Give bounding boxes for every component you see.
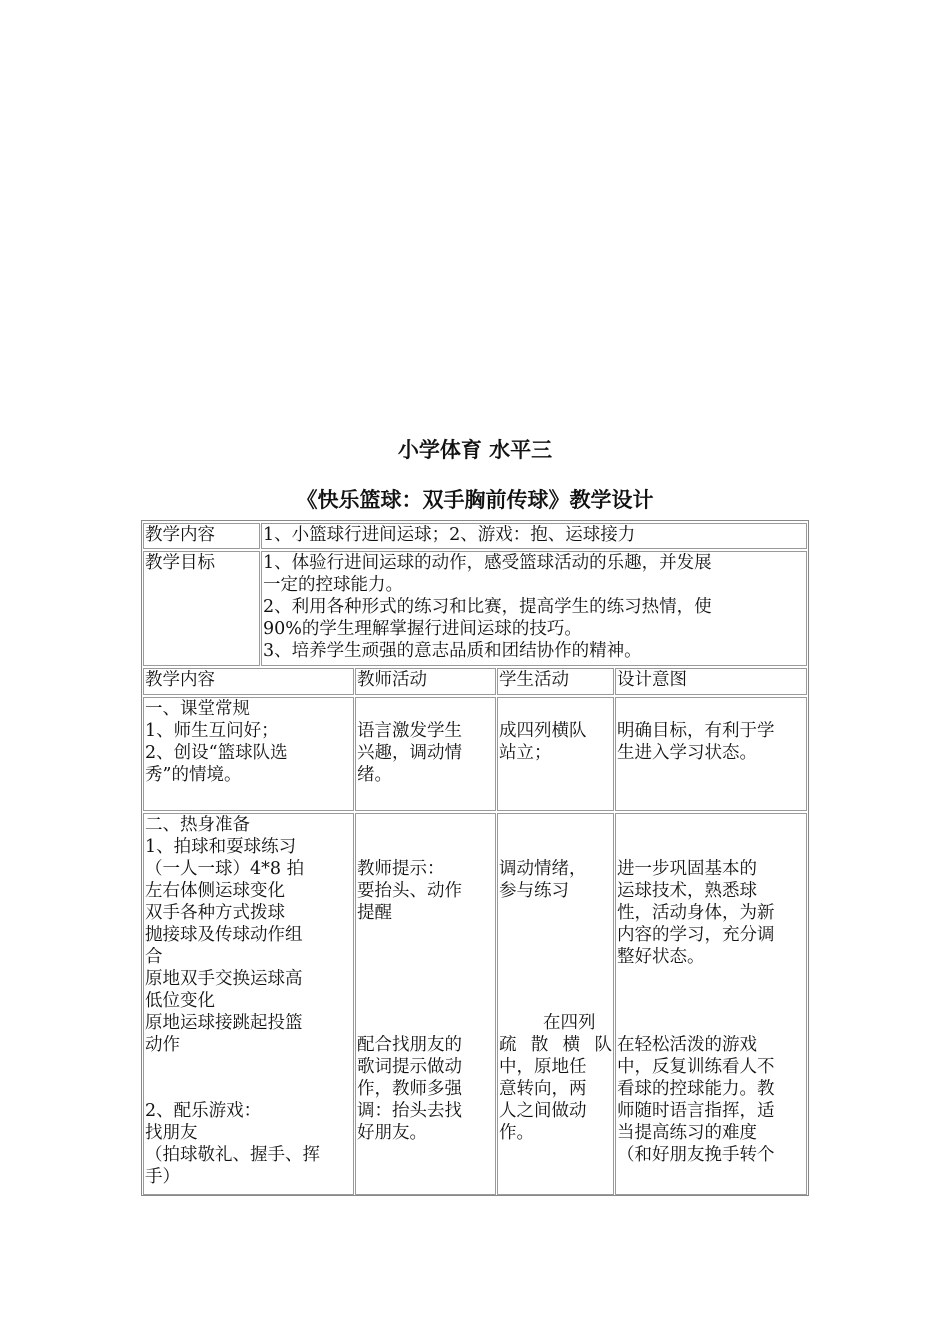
content-line: 原地双手交换运球高	[145, 969, 303, 989]
row2-label-cell	[143, 551, 260, 666]
intent-line: （和好朋友挽手转个	[617, 1145, 775, 1165]
student-line: 疏 散 横 队	[499, 1035, 612, 1055]
student-line: 站立；	[499, 743, 552, 763]
intent-line: 生进入学习状态。	[617, 743, 757, 763]
content-line: 合	[145, 947, 163, 967]
header-student-label: 学生活动	[499, 670, 569, 690]
student-line: 成四列横队	[499, 721, 587, 741]
header-intent	[615, 668, 807, 695]
content-line: 手）	[145, 1167, 180, 1187]
content-line: 秀”的情境。	[145, 765, 242, 785]
row1-value: 1、小篮球行进间运球；2、游戏：抱、运球接力	[263, 525, 636, 545]
teacher-line: 好朋友。	[357, 1123, 427, 1143]
content-line: 动作	[145, 1035, 180, 1055]
teacher-line: 配合找朋友的	[357, 1035, 462, 1055]
intent-line: 明确目标，有利于学	[617, 721, 775, 741]
content-line: 抛接球及传球动作组	[145, 925, 303, 945]
content-line: 双手各种方式拨球	[145, 903, 285, 923]
header-content	[143, 668, 354, 695]
student-line: 调动情绪，	[499, 859, 587, 879]
teacher-line: 语言激发学生	[357, 721, 462, 741]
intent-line: 看球的控球能力。教	[617, 1079, 775, 1099]
section2-student	[497, 813, 614, 1195]
intent-line: 整好状态。	[617, 947, 705, 967]
content-line: 2、创设“篮球队选	[145, 743, 288, 763]
teacher-line: 歌词提示做动	[357, 1057, 462, 1077]
header-content-label: 教学内容	[145, 670, 215, 690]
content-line: （一人一球）4*8 拍	[145, 859, 305, 879]
teacher-line: 绪。	[357, 765, 392, 785]
header-intent-label: 设计意图	[617, 670, 687, 690]
content-line: 1、师生互问好；	[145, 721, 279, 741]
teacher-line: 兴趣，调动情	[357, 743, 462, 763]
student-line: 参与练习	[499, 881, 569, 901]
goal-line: 一定的控球能力。	[263, 575, 403, 595]
teacher-line: 调：抬头去找	[357, 1101, 462, 1121]
content-line: 一、课堂常规	[145, 699, 250, 719]
student-line: 人之间做动	[499, 1101, 587, 1121]
row2-goals-cell	[261, 551, 807, 666]
teacher-line: 教师提示：	[357, 859, 445, 879]
row1-value-cell	[261, 523, 807, 549]
intent-line: 师随时语言指挥，适	[617, 1101, 775, 1121]
intent-line: 当提高练习的难度	[617, 1123, 757, 1143]
section2-teacher	[355, 813, 496, 1195]
header-teacher-label: 教师活动	[357, 670, 427, 690]
page-title: 小学体育 水平三	[397, 438, 553, 462]
intent-line: 性，活动身体，为新	[617, 903, 775, 923]
row1-label-cell	[143, 523, 260, 549]
header-teacher	[355, 668, 496, 695]
content-line: （拍球敬礼、握手、挥	[145, 1145, 320, 1165]
section2-content	[143, 813, 354, 1195]
intent-line: 内容的学习，充分调	[617, 925, 775, 945]
row1-label: 教学内容	[145, 525, 215, 545]
goal-line: 90%的学生理解掌握行进间运球的技巧。	[263, 619, 582, 639]
section1-intent	[615, 697, 807, 811]
intent-line: 运球技术，熟悉球	[617, 881, 757, 901]
student-line: 中，原地任	[499, 1057, 587, 1077]
goal-line: 1、体验行进间运球的动作，感受篮球活动的乐趣，并发展	[263, 553, 712, 573]
row2-label: 教学目标	[145, 553, 215, 573]
content-line: 1、拍球和耍球练习	[145, 837, 297, 857]
student-line: 在四列	[543, 1013, 596, 1033]
content-line: 找朋友	[145, 1123, 198, 1143]
content-line: 二、热身准备	[145, 815, 250, 835]
section1-teacher	[355, 697, 496, 811]
student-line: 作。	[499, 1123, 534, 1143]
teacher-line: 提醒	[357, 903, 392, 923]
intent-line: 进一步巩固基本的	[617, 859, 757, 879]
content-line: 左右体侧运球变化	[145, 881, 285, 901]
section1-student	[497, 697, 614, 811]
content-line: 低位变化	[145, 991, 215, 1011]
content-line: 2、配乐游戏：	[145, 1101, 262, 1121]
teacher-line: 要抬头、动作	[357, 881, 462, 901]
content-line: 原地运球接跳起投篮	[145, 1013, 303, 1033]
section1-content	[143, 697, 354, 811]
intent-line: 在轻松活泼的游戏	[617, 1035, 757, 1055]
goal-line: 2、利用各种形式的练习和比赛，提高学生的练习热情，使	[263, 597, 712, 617]
page-subtitle: 《快乐篮球：双手胸前传球》教学设计	[296, 488, 654, 512]
goal-line: 3、培养学生顽强的意志品质和团结协作的精神。	[263, 641, 642, 661]
teacher-line: 作，教师多强	[357, 1079, 462, 1099]
intent-line: 中，反复训练看人不	[617, 1057, 775, 1077]
section2-intent	[615, 813, 807, 1195]
header-student	[497, 668, 614, 695]
student-line: 意转向，两	[499, 1079, 587, 1099]
